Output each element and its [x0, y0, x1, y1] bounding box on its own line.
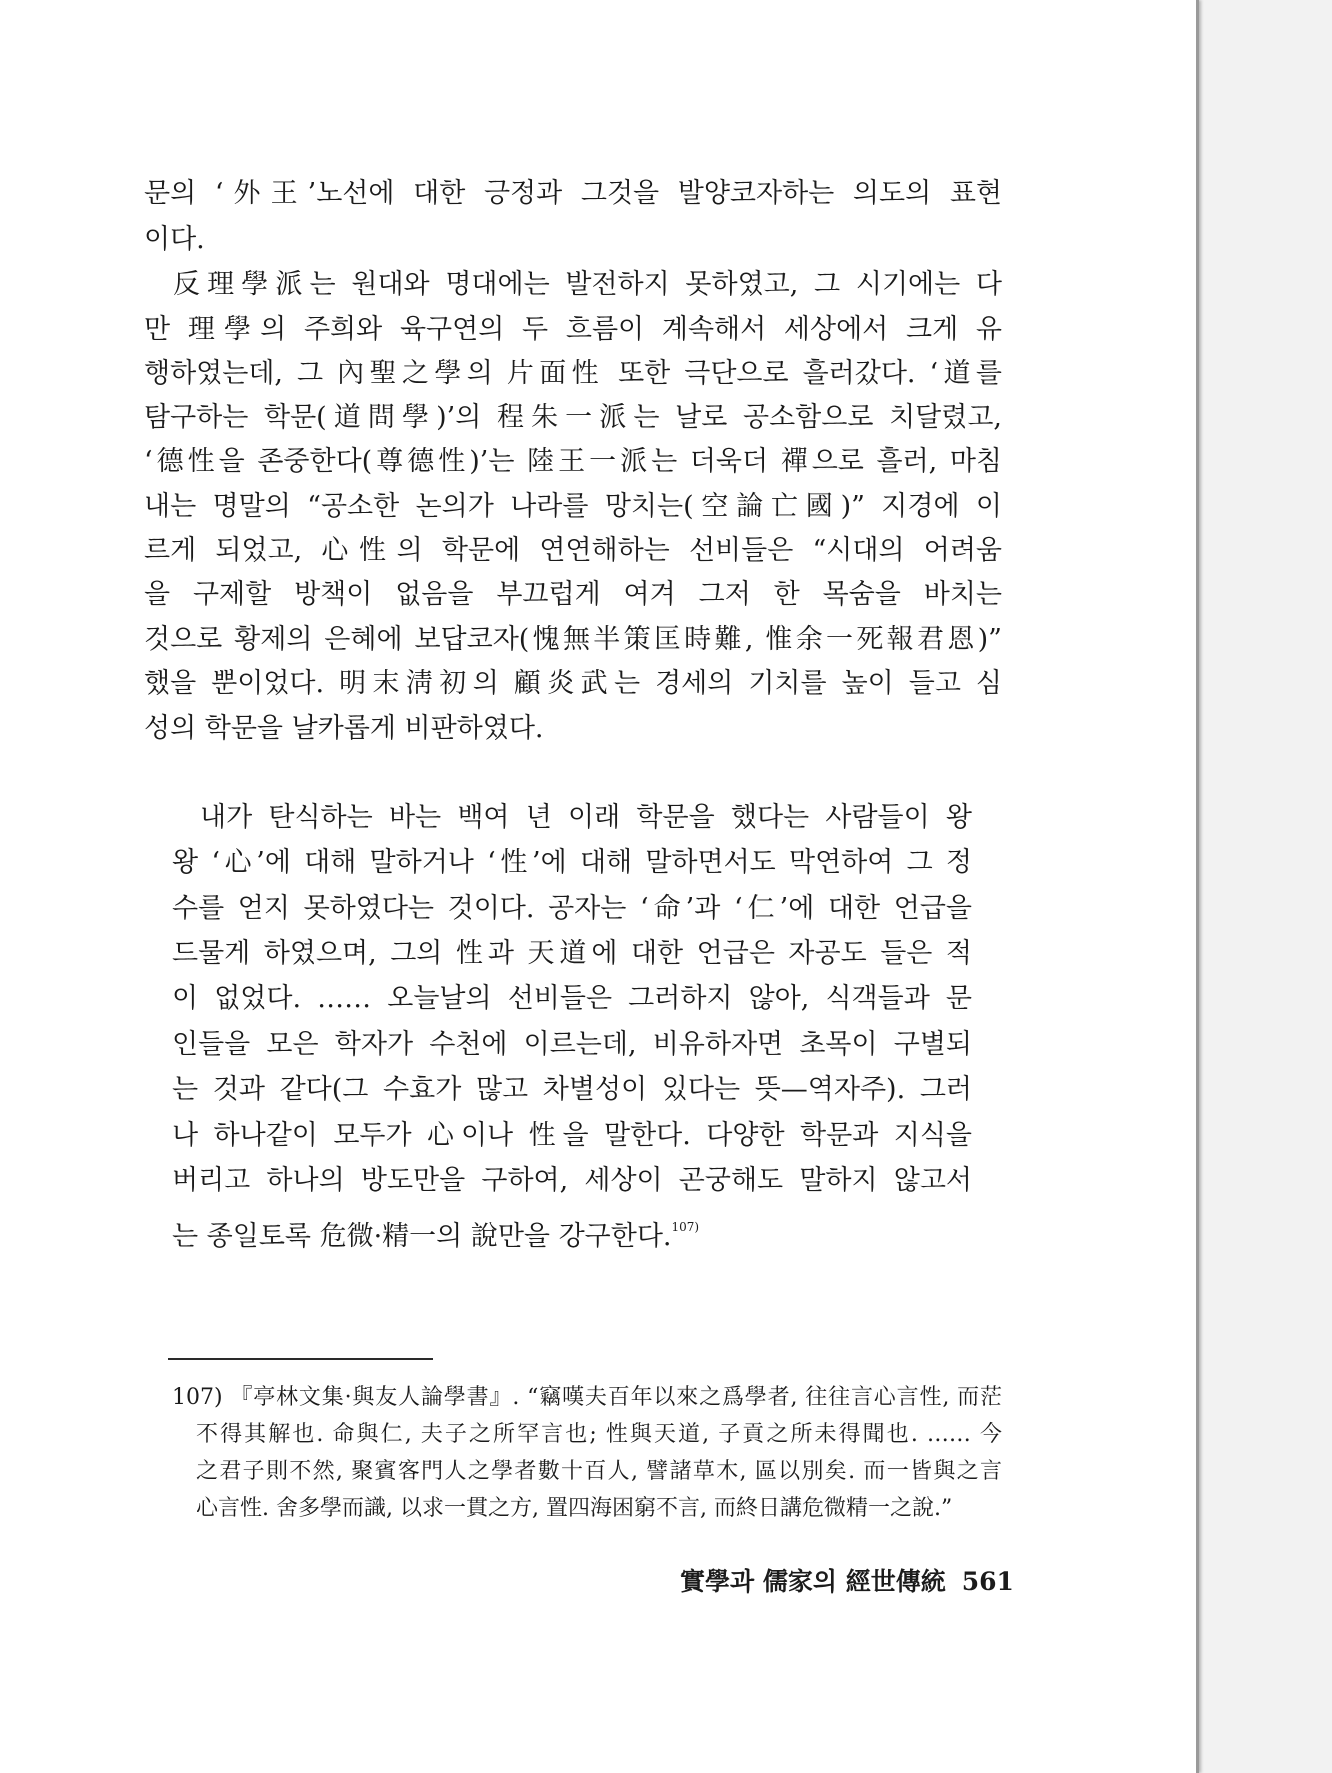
- quote-line: 버리고 하나의 방도만을 구하여, 세상이 곤궁해도 말하지 않고서: [172, 1165, 972, 1196]
- body-line: 문의 ‘外王’노선에 대한 긍정과 그것을 발양코자하는 의도의 표현: [144, 178, 1002, 209]
- body-line: 했을 뿐이었다. 明末淸初의 顧炎武는 경세의 기치를 높이 들고 심: [144, 668, 1002, 699]
- body-line: 反理學派는 원대와 명대에는 발전하지 못하였고, 그 시기에는 다: [173, 269, 1002, 300]
- quote-line: 이 없었다. …… 오늘날의 선비들은 그러하지 않아, 식객들과 문: [172, 983, 972, 1014]
- quote-line-text: 는 종일토록 危微·精一의 說만을 강구한다.: [172, 1221, 672, 1252]
- footnote-line: 不得其解也. 命與仁, 夫子之所罕言也; 性與天道, 子貢之所未得聞也. …… 今: [196, 1422, 1002, 1447]
- footnote-reference[interactable]: 107): [671, 1220, 700, 1234]
- footnote-line: 107) 『亭林文集·與友人論學書』. “竊嘆夫百年以來之爲學者, 往往言心言性, 而茫: [172, 1385, 1002, 1410]
- footnote-line: 之君子則不然, 聚賓客門人之學者數十百人, 譬諸草木, 區以別矣. 而一皆與之言: [196, 1459, 1002, 1484]
- body-line: 만 理學의 주희와 육구연의 두 흐름이 계속해서 세상에서 크게 유: [144, 314, 1002, 345]
- quote-line: 수를 얻지 못하였다는 것이다. 공자는 ‘命’과 ‘仁’에 대한 언급을: [172, 893, 972, 924]
- quote-last-line: [172, 1209, 972, 1255]
- footnote-line: 心言性. 舍多學而識, 以求一貫之方, 置四海困窮不言, 而終日講危微精一之說.”: [196, 1496, 953, 1521]
- quote-line: 왕 ‘心’에 대해 말하거나 ‘性’에 대해 말하면서도 막연하여 그 정: [172, 847, 972, 878]
- body-line: 것으로 황제의 은혜에 보답코자(愧無半策匡時難, 惟余一死報君恩)”: [144, 624, 1002, 655]
- body-line: 을 구제할 방책이 없음을 부끄럽게 여겨 그저 한 목숨을 바치는: [144, 579, 1002, 610]
- body-line: 내는 명말의 “공소한 논의가 나라를 망치는(空論亡國)” 지경에 이: [144, 491, 1002, 522]
- quote-line: 나 하나같이 모두가 心이나 性을 말한다. 다양한 학문과 지식을: [172, 1120, 972, 1151]
- body-line: ‘德性을 존중한다(尊德性)’는 陸王一派는 더욱더 禪으로 흘러, 마침: [144, 446, 1002, 477]
- body-line: 르게 되었고, 心性의 학문에 연연해하는 선비들은 “시대의 어려움: [144, 535, 1002, 566]
- quote-line: 는 것과 같다(그 수효가 많고 차별성이 있다는 뜻—역자주). 그러: [172, 1074, 972, 1105]
- running-title: 實學과 儒家의 經世傳統: [680, 1567, 946, 1596]
- footnote-rule: [168, 1358, 433, 1360]
- running-footer: [680, 1562, 1014, 1598]
- quote-line: 드물게 하였으며, 그의 性과 天道에 대한 언급은 자공도 들은 적: [172, 938, 972, 969]
- quote-line: 내가 탄식하는 바는 백여 년 이래 학문을 했다는 사람들이 왕: [200, 802, 972, 833]
- quote-line: 인들을 모은 학자가 수천에 이르는데, 비유하자면 초목이 구별되: [172, 1029, 972, 1060]
- page-number: 561: [961, 1567, 1014, 1596]
- body-line: 이다.: [144, 224, 205, 255]
- body-line: 탐구하는 학문(道問學)’의 程朱一派는 날로 공소함으로 치달렸고,: [144, 402, 1002, 433]
- body-line: 성의 학문을 날카롭게 비판하였다.: [144, 713, 544, 744]
- viewer-margin: [1198, 0, 1332, 1773]
- body-line: 행하였는데, 그 內聖之學의 片面性 또한 극단으로 흘러갔다. ‘道를: [144, 358, 1002, 389]
